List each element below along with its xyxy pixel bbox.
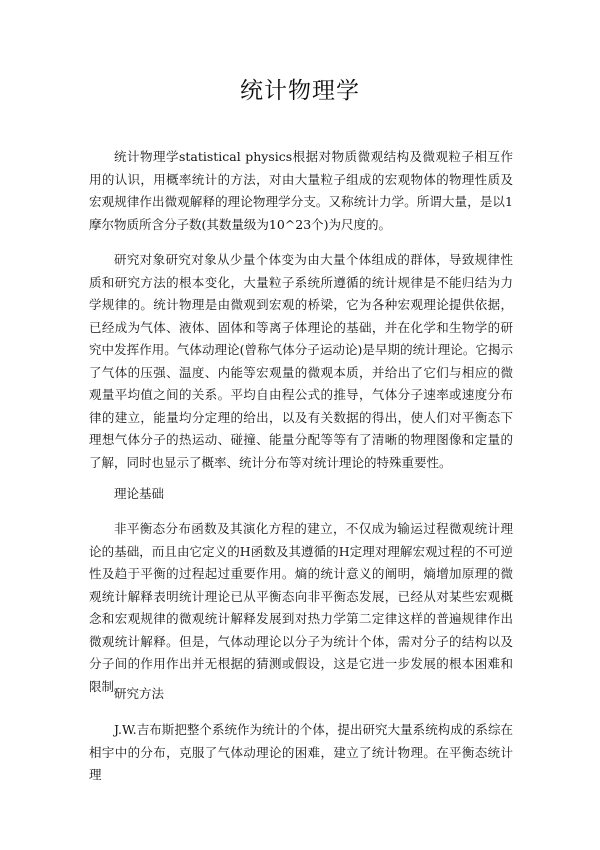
section-heading-theory-basis: 理论基础 — [114, 486, 165, 501]
paragraph-method: J.W.吉布斯把整个系统作为统计的个体，提出研究大量系统构成的系综在相宇中的分布，克服了气体动理论的困难，建立了统计物理。在平衡态统计理 — [89, 722, 513, 782]
section-heading-method: 研究方法 — [114, 686, 165, 701]
paragraph-intro: 统计物理学statistical physics根据对物质微观结构及微观粒子相互作用的认识，用概率统计的方法，对由大量粒子组成的宏观物体的物理性质及宏观规律作出微观解释的理论物理学分支。又称统计力学。所谓大量，是以1摩尔物质所含分子数(其数量级为10^23个)为尺度的。 — [89, 149, 513, 232]
paragraph-theory-basis: 非平衡态分布函数及其演化方程的建立，不仅成为输运过程微观统计理论的基础，而且由它定义的H函数及其遵循的H定理对理解宏观过程的不可逆性及趋于平衡的过程起过重要作用。熵的统计意义的阐明，熵增加原理的微观统计解释表明统计理论已从平衡态向非平衡态发展，已经从对某些宏观概念和宏观规律的微观统计解释发展到对热力学第二定律这样的普遍规律作出微观统计解释。但是，气体动理论以分子为统计个体，需对分子的结构以及分子间的作用作出并无根据的猜测或假设，这是它进一步发展的根本困难和限制。 — [89, 521, 513, 694]
paragraph-research-object: 研究对象研究对象从少量个体变为由大量个体组成的群体，导致规律性质和研究方法的根本变化，大量粒子系统所遵循的统计规律是不能归结为力学规律的。统计物理是由微观到宏观的桥梁，它为各种宏观理论提供依据，已经成为气体、液体、固体和等离子体理论的基础，并在化学和生物学的研究中发挥作用。气体动理论(曾称气体分子运动论)是早期的统计理论。它揭示了气体的压强、温度、内能等宏观量的微观本质，并给出了它们与相应的微观量平均值之间的关系。平均自由程公式的推导，气体分子速率或速度分布律的建立，能量均分定理的给出，以及有关数据的得出，使人们对平衡态下理想气体分子的热运动、碰撞、能量分配等等有了清晰的物理图像和定量的了解，同时也显示了概率、统计分布等对统计理论的特殊重要性。 — [89, 252, 513, 470]
page-title: 统计物理学 — [240, 78, 360, 104]
